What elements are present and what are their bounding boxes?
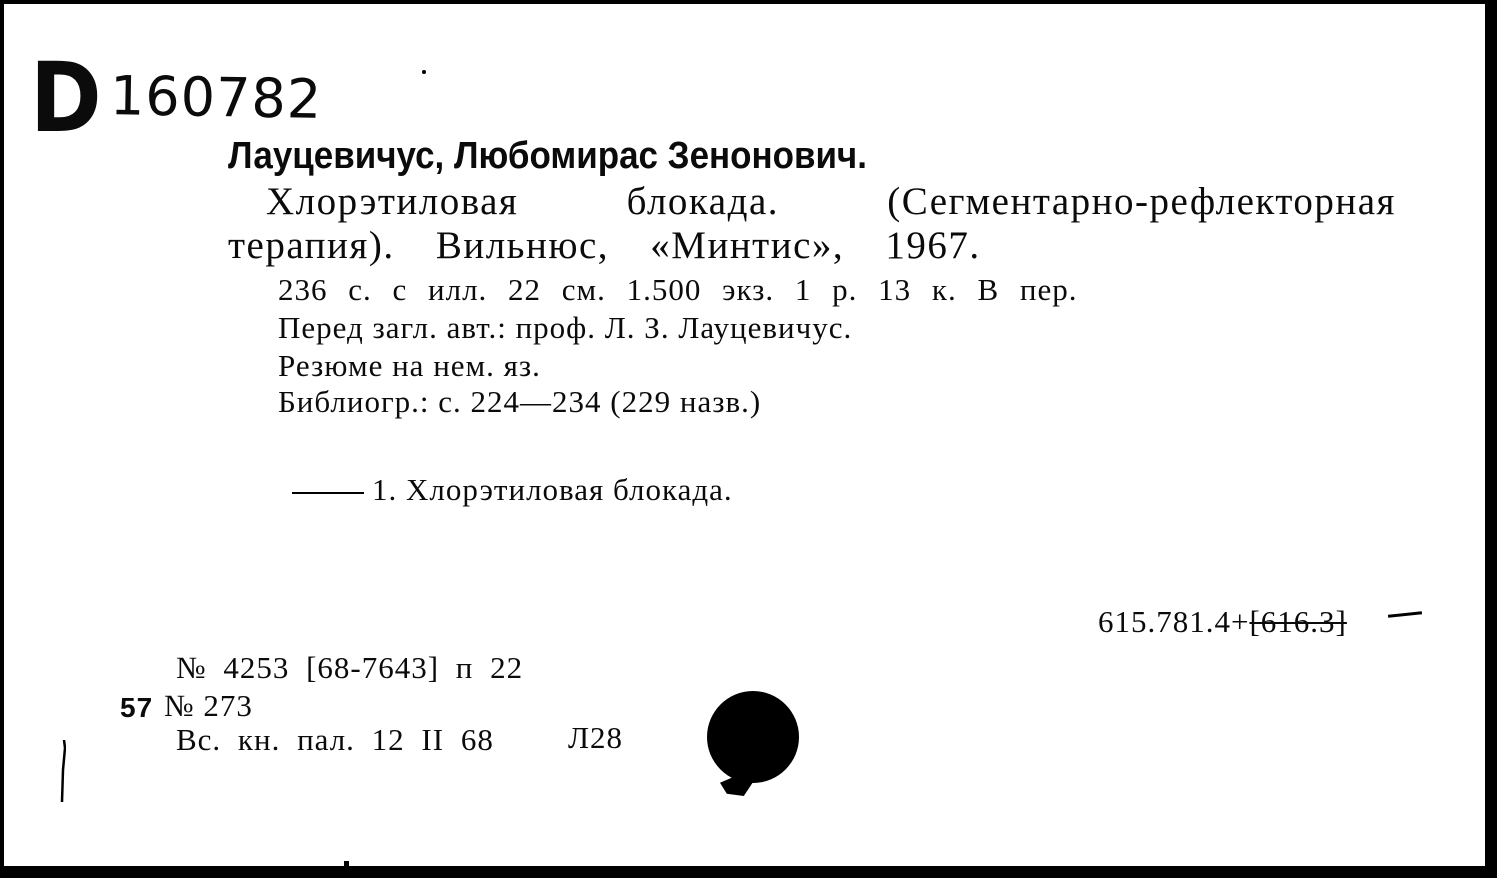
- classification-main: 615.781.4+: [1098, 604, 1250, 639]
- classification-struck: [616.3]: [1249, 604, 1347, 639]
- classification-number: [1098, 604, 1347, 640]
- summary-note-line: Резюме на нем. яз.: [278, 348, 541, 383]
- record-line-2: № 273: [164, 688, 253, 723]
- call-number-letter: D: [30, 42, 102, 154]
- collation-line: 236 с. с илл. 22 см. 1.500 экз. 1 р. 13 к. В пер.: [278, 272, 1078, 307]
- title-word-1: Хлорэтиловая: [266, 180, 519, 223]
- title-line-1: [266, 180, 1396, 224]
- title-word-3: (Сегментарно-рефлекторная: [887, 180, 1396, 223]
- record-line-3: Вс. кн. пал. 12 II 68: [176, 722, 494, 757]
- author-note-line: Перед загл. авт.: проф. Л. З. Лауцевичус.: [278, 310, 853, 345]
- bibliography-note-line: Библиогр.: с. 224—234 (229 назв.): [278, 384, 762, 419]
- title-line-2: терапия). Вильнюс, «Минтис», 1967.: [228, 224, 981, 267]
- ink-speck: [344, 861, 349, 867]
- call-number-handwritten: 160782: [109, 64, 323, 131]
- punch-hole: [707, 691, 799, 783]
- record-code: Л28: [568, 720, 624, 755]
- author-heading: Лауцевичус, Любомирас Зенонович.: [228, 135, 867, 177]
- record-line-1: № 4253 [68-7643] п 22: [176, 650, 524, 685]
- title-word-2: блокада.: [626, 180, 779, 223]
- subject-heading: [292, 472, 733, 508]
- subject-text: 1. Хлорэтиловая блокада.: [372, 472, 733, 507]
- pencil-mark: [60, 740, 66, 802]
- subject-dash: [292, 492, 364, 494]
- ink-speck: [422, 70, 426, 74]
- strike-through-mark: [1388, 611, 1422, 618]
- record-number: 57: [120, 692, 154, 723]
